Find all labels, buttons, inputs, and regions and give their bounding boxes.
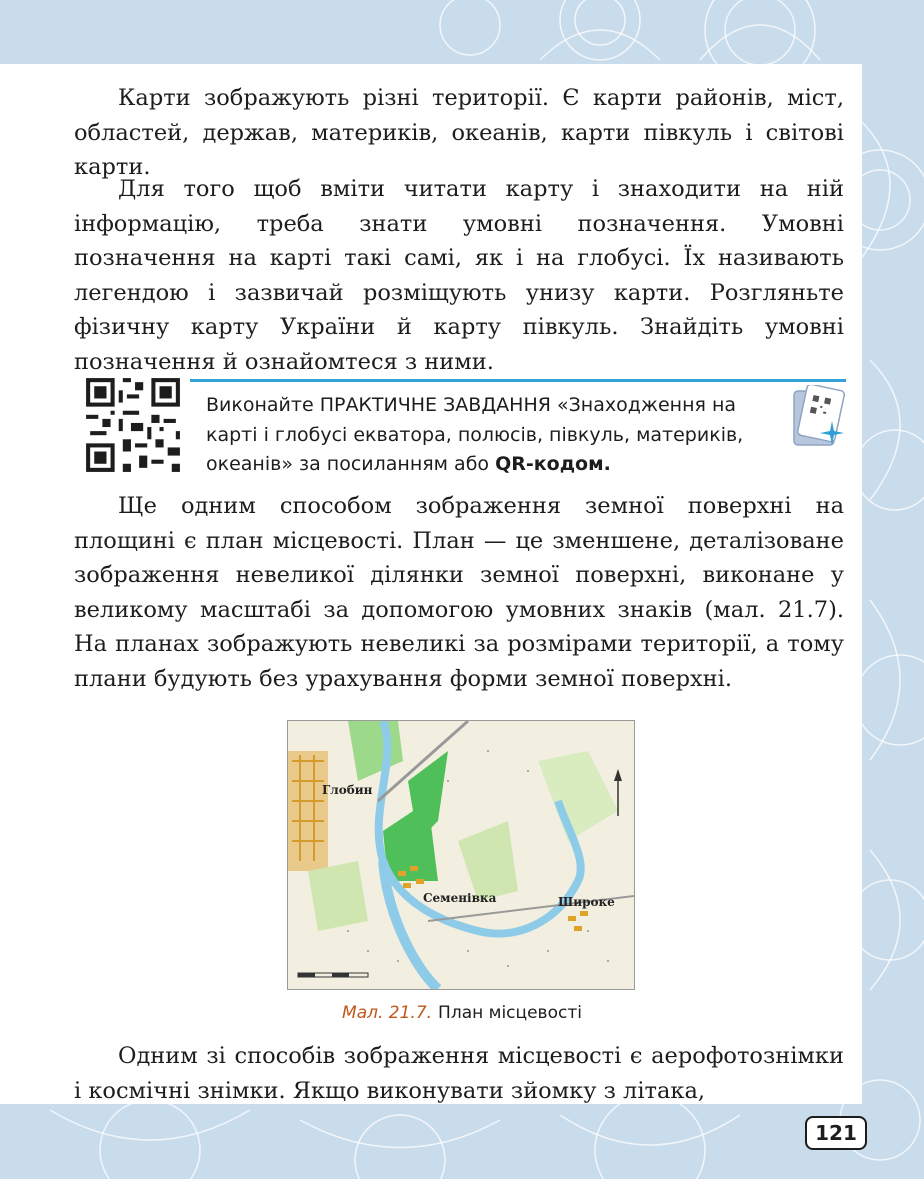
caption-number: Мал. 21.7.: [342, 1003, 433, 1023]
paragraph-terrain-plan: Ще одним способом зображення земної поверхні на площині є план місцевості. План — це зменшене, деталізоване зображення невеликої ділянки земної поверхні, виконане у великому масштабі за допомогою умовних знаків (мал. 21.7). На планах зображують невеликі за розмірами території, а тому плани будують без урахування форми земної поверхні.: [74, 493, 844, 692]
map-label-semenivka: Семенівка: [423, 891, 497, 905]
paragraph-map-types: Карти зображують різні території. Є карти районів, міст, областей, держав, материків, океанів, карти півкуль і світові карти.: [74, 85, 844, 180]
paragraph-legend: Для того щоб вміти читати карту і знаходити на ній інформацію, треба знати умовні позначення. Умовні позначення на карті такі самі, як і на глобусі. Їх називають легендою і зазвичай розміщують унизу карти. Розгляньте фізичну карту України й карту півкуль. Знайдіть умовні позначення й ознайомтеся з ними.: [74, 176, 844, 375]
page-number: 121: [805, 1116, 867, 1150]
map-label-shyroke: Широке: [558, 895, 615, 909]
task-divider: [190, 379, 846, 382]
map-label-globyn: Глобин: [322, 783, 373, 797]
figure-caption: [0, 1003, 924, 1023]
caption-text: План місцевості: [438, 1003, 582, 1023]
practical-task-text: Виконайте ПРАКТИЧНЕ ЗАВДАННЯ «Знаходження на карті і глобусі екватора, полюсів, півкуль, материків, океанів» за посиланням або QR-кодом.: [206, 394, 744, 475]
terrain-plan-map: [287, 720, 635, 990]
paragraph-aerial-photos: Одним зі способів зображення місцевості є аерофотознімки і космічні знімки. Якщо виконувати зйомку з літака,: [74, 1043, 844, 1104]
map-drawing: [288, 721, 634, 989]
qr-code-icon[interactable]: [82, 374, 184, 476]
smartphone-qr-icon: [790, 385, 848, 449]
qr-code-link[interactable]: QR-кодом.: [495, 453, 611, 475]
